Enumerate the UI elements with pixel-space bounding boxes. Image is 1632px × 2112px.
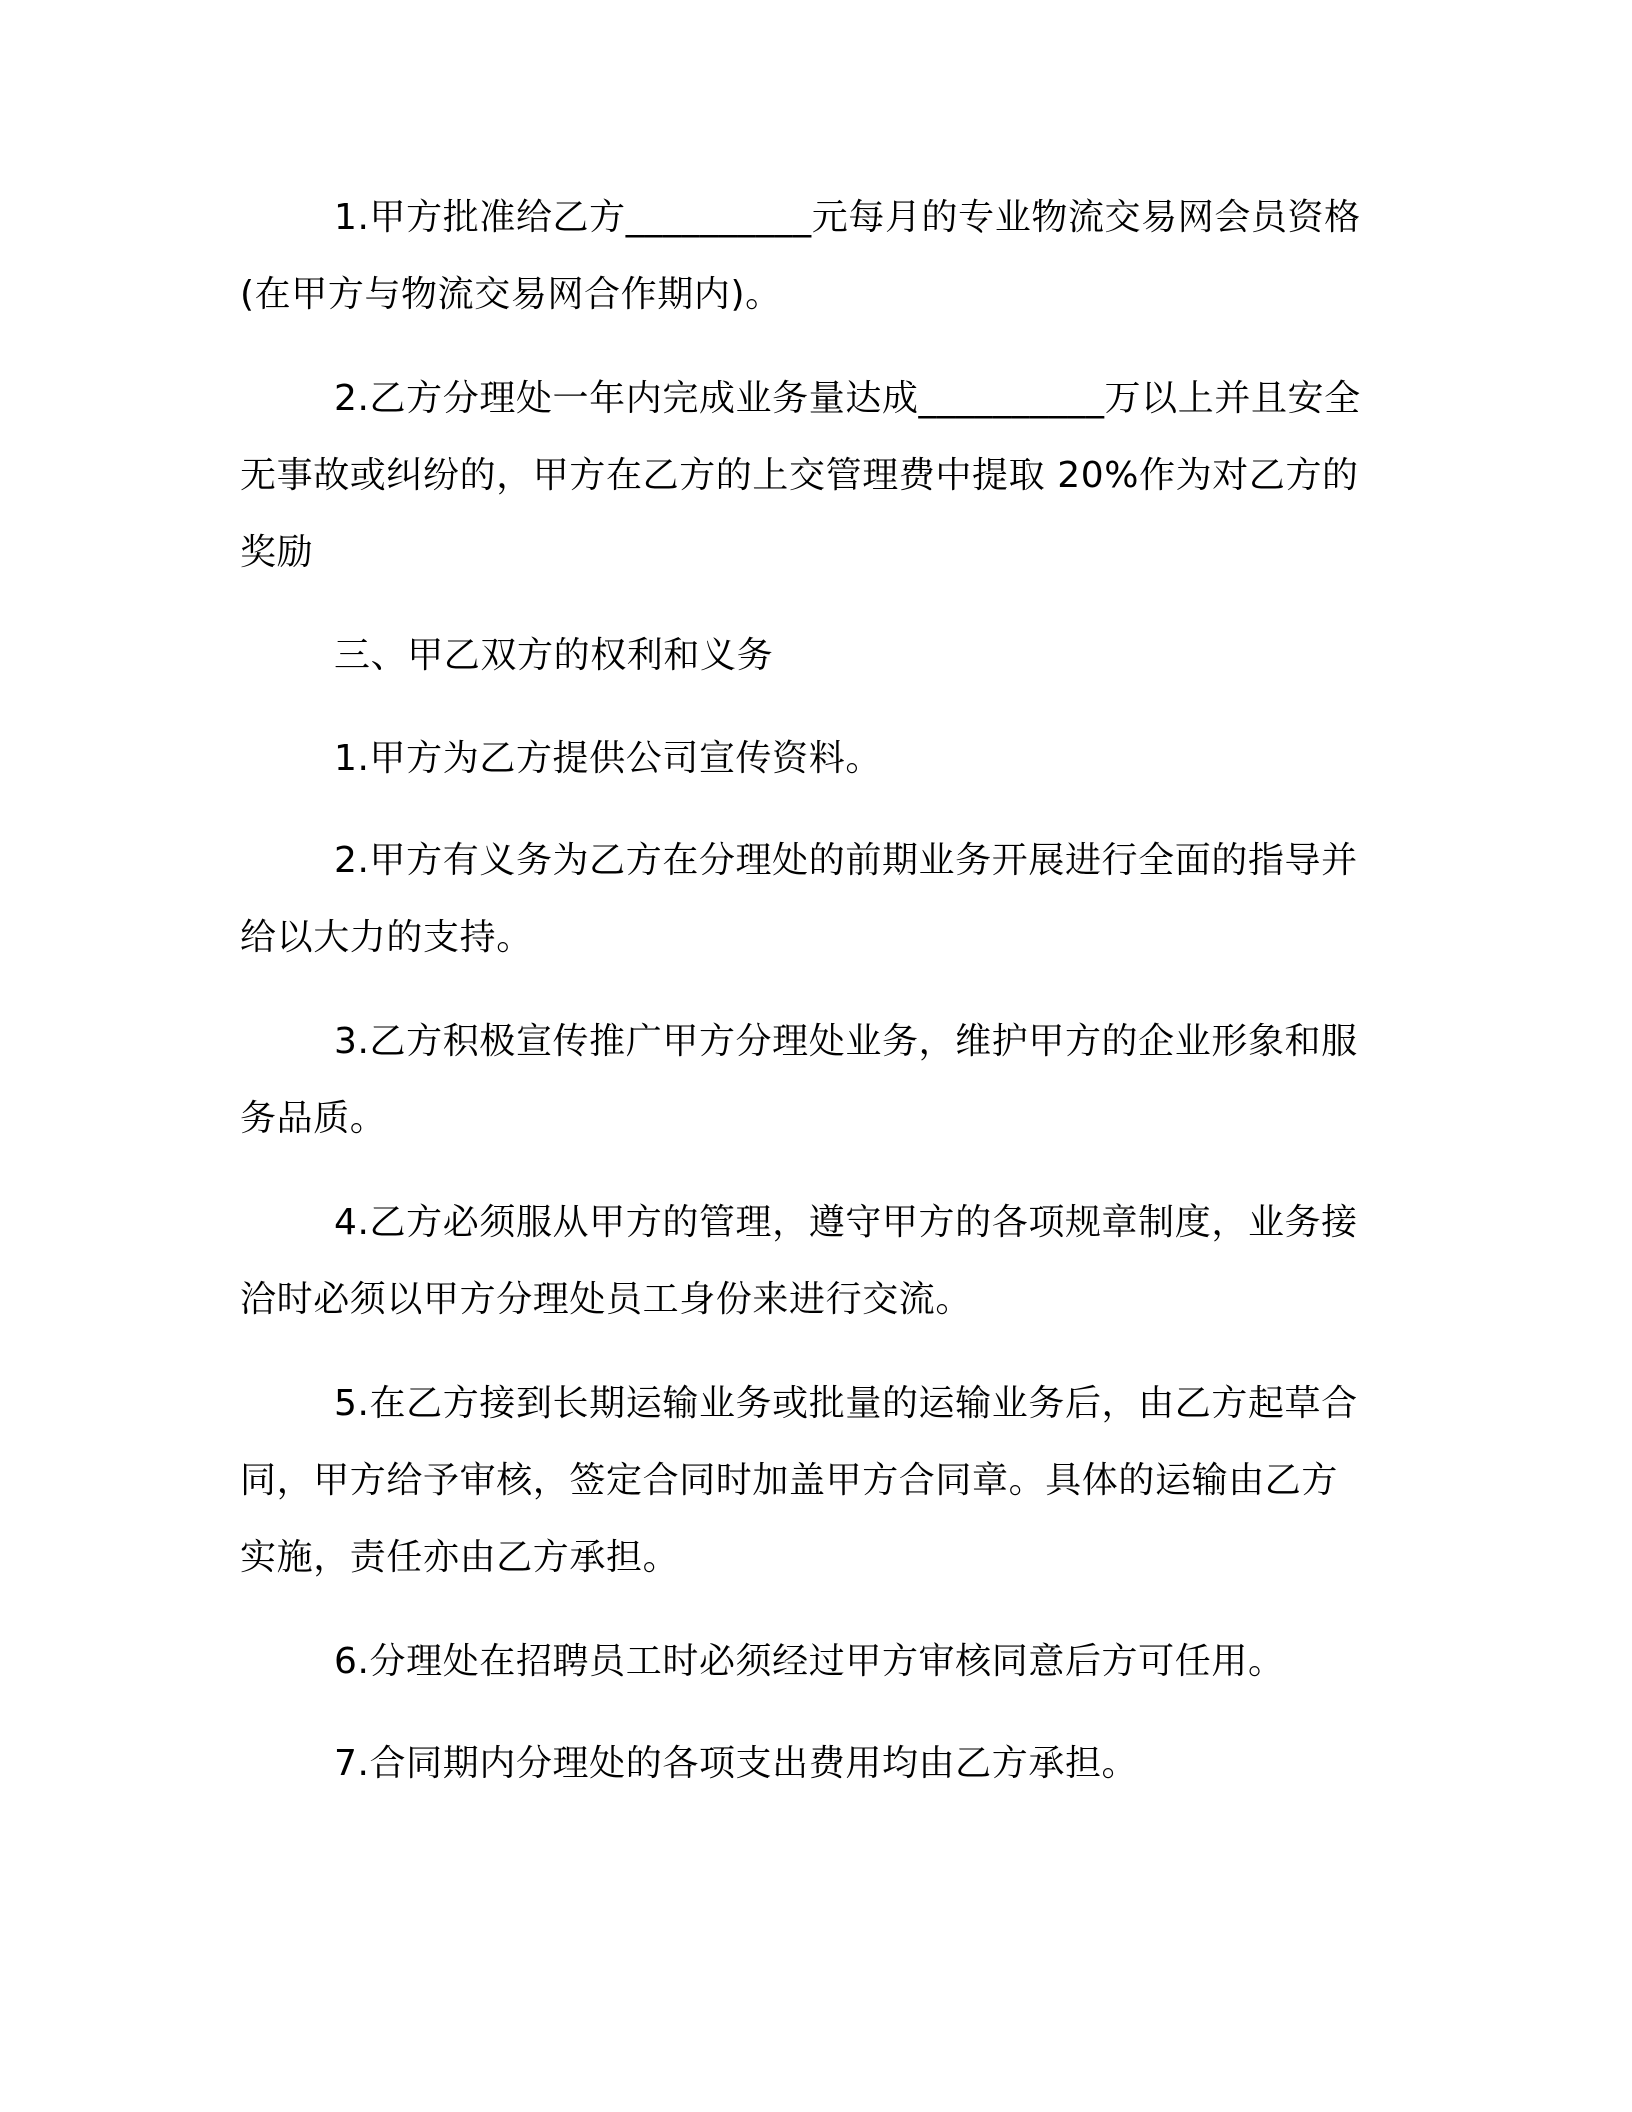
paragraph-1-membership: 1.甲方批准给乙方__________元每月的专业物流交易网会员资格(在甲方与物流交易网合作期内)。: [240, 197, 1361, 315]
paragraph-6-management: 4.乙方必须服从甲方的管理，遵守甲方的各项规章制度，业务接洽时必须以甲方分理处员工身份来进行交流。: [240, 1202, 1358, 1320]
paragraph-8-recruitment: 6.分理处在招聘员工时必须经过甲方审核同意后方可任用。: [334, 1641, 1285, 1682]
paragraph-4-guidance: 2.甲方有义务为乙方在分理处的前期业务开展进行全面的指导并给以大力的支持。: [240, 840, 1358, 958]
paragraph-2-reward: 2.乙方分理处一年内完成业务量达成__________万以上并且安全无事故或纠纷的，甲方在乙方的上交管理费中提取 20%作为对乙方的奖励: [240, 378, 1361, 573]
section-heading-rights-obligations: 三、甲乙双方的权利和义务: [334, 635, 774, 676]
paragraph-7-contracts: 5.在乙方接到长期运输业务或批量的运输业务后，由乙方起草合同，甲方给予审核，签定合同时加盖甲方合同章。具体的运输由乙方实施，责任亦由乙方承担。: [240, 1383, 1358, 1578]
paragraph-9-expenses: 7.合同期内分理处的各项支出费用均由乙方承担。: [334, 1743, 1139, 1784]
paragraph-3-promo-materials: 1.甲方为乙方提供公司宣传资料。: [334, 738, 882, 779]
paragraph-5-promotion: 3.乙方积极宣传推广甲方分理处业务，维护甲方的企业形象和服务品质。: [240, 1021, 1358, 1139]
